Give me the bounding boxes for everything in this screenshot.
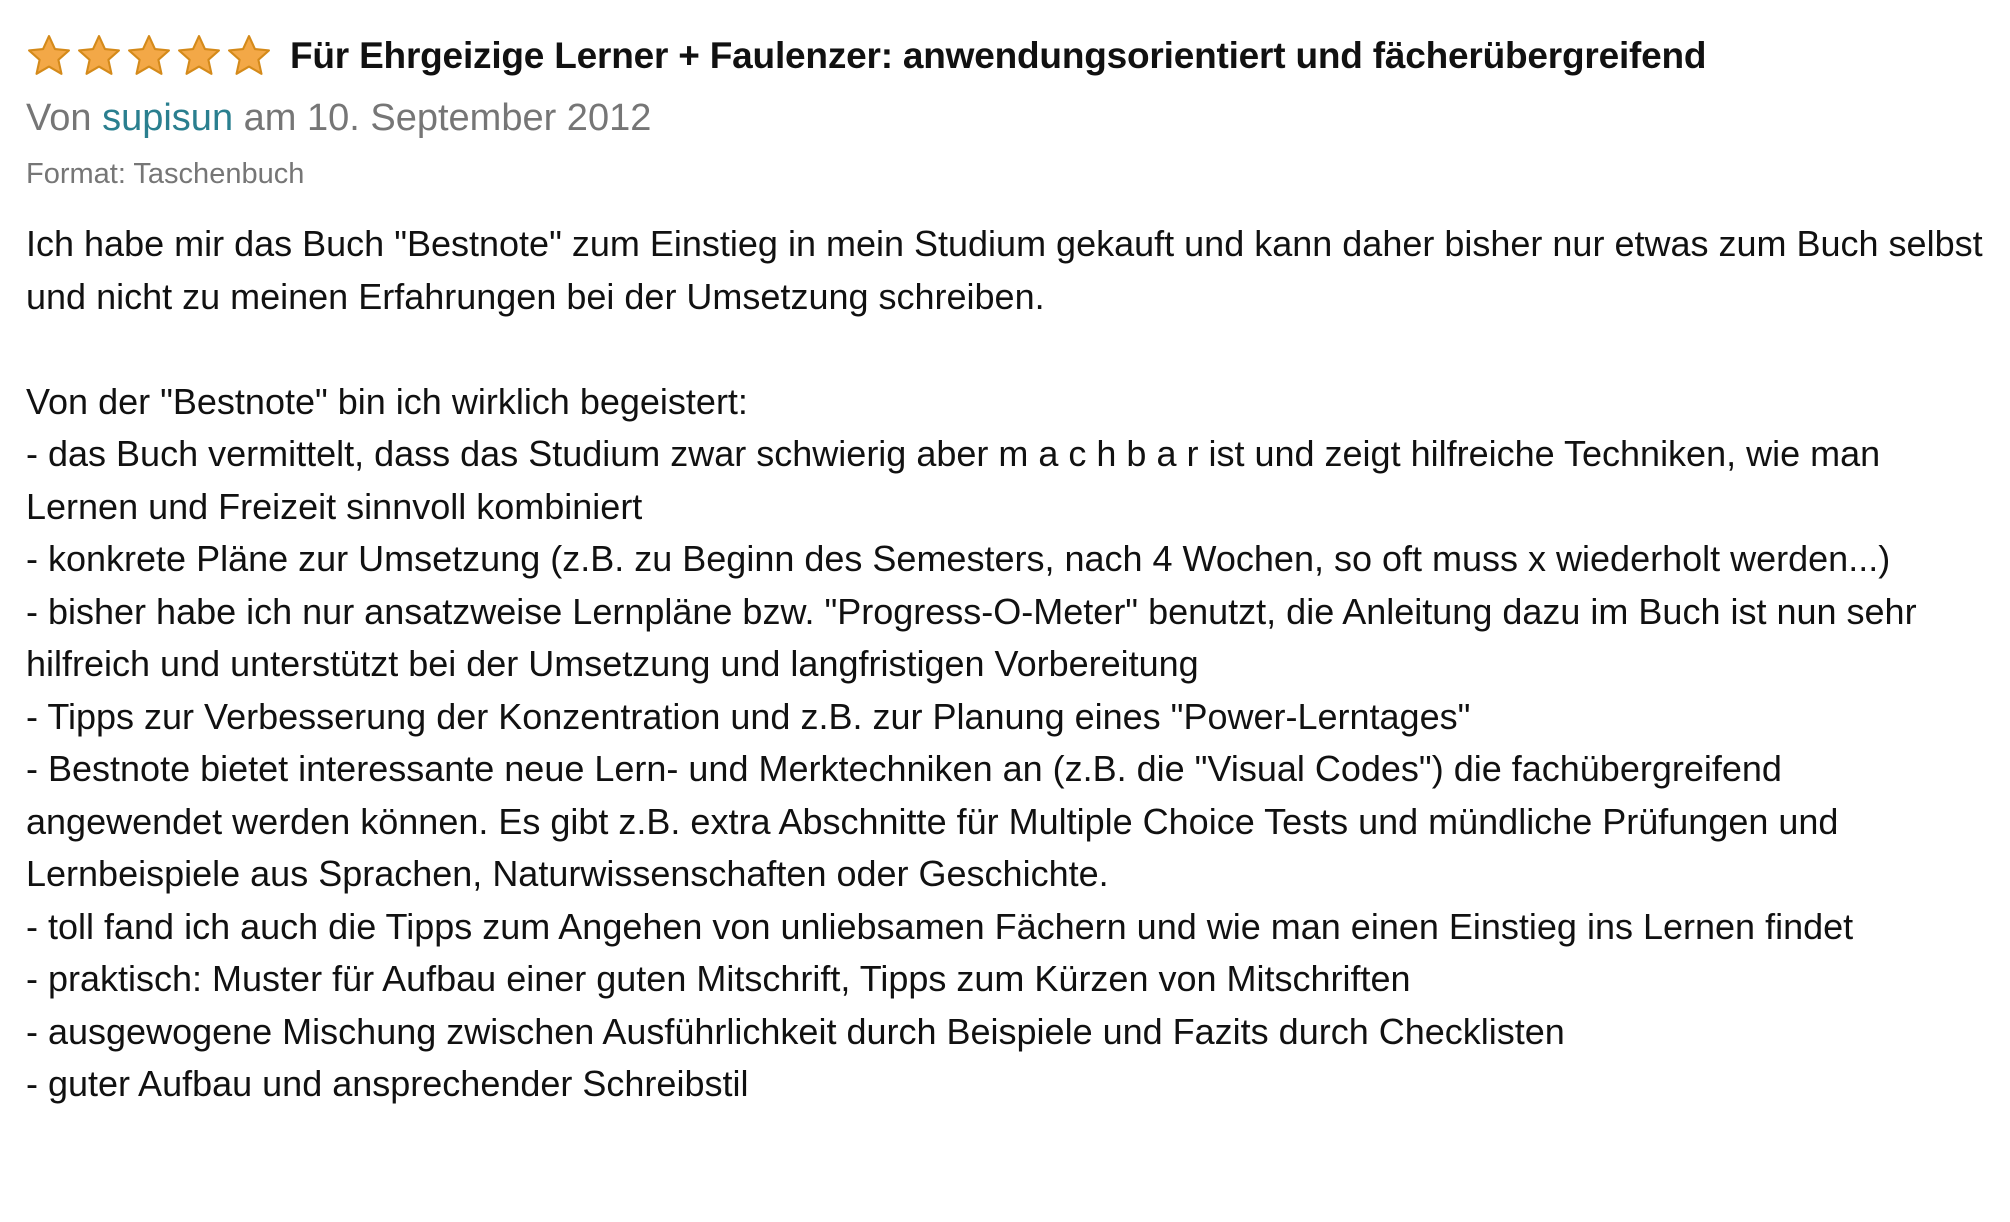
review-date: am 10. September 2012 [243, 97, 652, 139]
review-list-item: - das Buch vermittelt, dass das Studium zwar schwierig aber m a c h b a r ist und zeigt hilfreiche Techniken, wie man Lernen und Freizeit sinnvoll kombiniert [26, 433, 1881, 527]
review-paragraph: Ich habe mir das Buch "Bestnote" zum Einstieg in mein Studium gekauft und kann daher bisher nur etwas zum Buch selbst und nicht zu meinen Erfahrungen bei der Umsetzung schreiben. [26, 223, 1983, 317]
review-list-item: - praktisch: Muster für Aufbau einer guten Mitschrift, Tipps zum Kürzen von Mitschriften [26, 958, 1411, 999]
star-icon [126, 33, 172, 79]
star-icon [226, 33, 272, 79]
paragraph-spacer [26, 323, 1986, 376]
review-list-item: - ausgewogene Mischung zwischen Ausführlichkeit durch Beispiele und Fazits durch Checklisten [26, 1010, 1565, 1052]
review-paragraph: Von der "Bestnote" bin ich wirklich begeistert: [26, 380, 748, 422]
review-list-item: - guter Aufbau und ansprechender Schreibstil [26, 1063, 749, 1104]
star-rating[interactable] [26, 33, 276, 79]
author-link[interactable]: supisun [102, 97, 234, 139]
star-icon [176, 33, 222, 79]
review-list-item: - bisher habe ich nur ansatzweise Lernpläne bzw. "Progress-O-Meter" benutzt, die Anleitung dazu im Buch ist nun sehr hilfreich und unterstützt bei der Umsetzung und langfristigen Vorbereitung [26, 590, 1917, 684]
format-label[interactable]: Format: Taschenbuch [26, 158, 305, 190]
review-list-item: - Tipps zur Verbesserung der Konzentration und z.B. zur Planung eines "Power-Lerntages" [26, 695, 1471, 737]
review-list-item: - toll fand ich auch die Tipps zum Angehen von unliebsamen Fächern und wie man einen Einstieg ins Lernen findet [26, 905, 1854, 947]
review-list-item: - Bestnote bietet interessante neue Lern- und Merktechniken an (z.B. die "Visual Codes") die fachübergreifend angewendet werden können. Es gibt z.B. extra Abschnitte für Multiple Choice Tests und mündliche Prüfungen und Lernbeispiele aus Sprachen, Naturwissenschaften oder Geschichte. [26, 748, 1839, 894]
review-body [26, 218, 1986, 1111]
review-header [26, 28, 1986, 84]
byline-prefix: Von [26, 97, 92, 139]
star-icon [26, 33, 72, 79]
review-list-item: - konkrete Pläne zur Umsetzung (z.B. zu Beginn des Semesters, nach 4 Wochen, so oft muss x wiederholt werden...) [26, 538, 1891, 579]
review-byline [26, 94, 1986, 142]
star-icon [76, 33, 122, 79]
review-title[interactable]: Für Ehrgeizige Lerner + Faulenzer: anwendungsorientiert und fächerübergreifend [290, 35, 1707, 76]
